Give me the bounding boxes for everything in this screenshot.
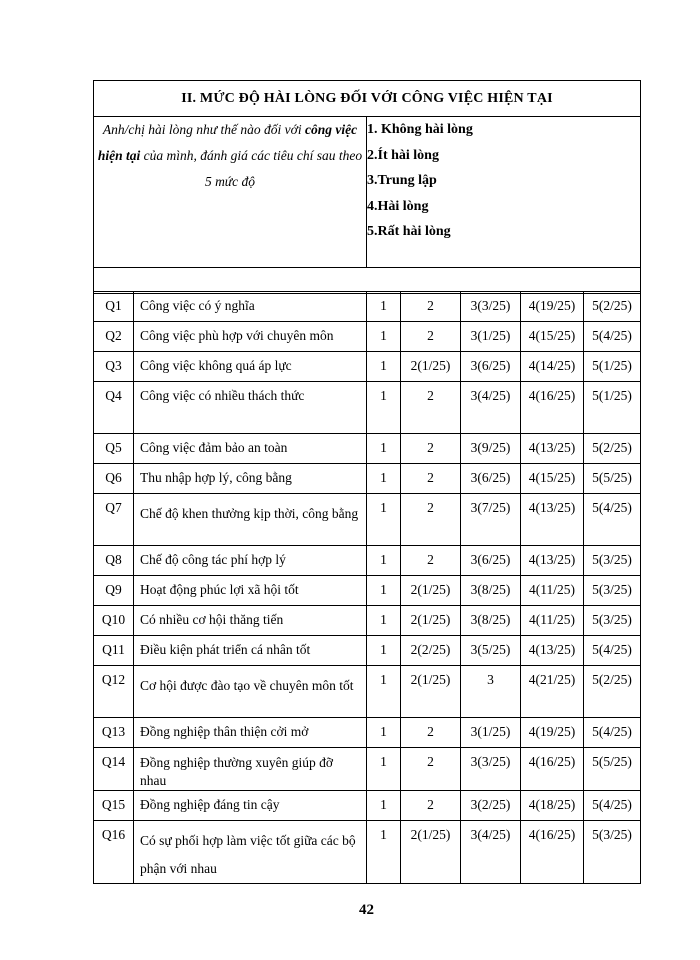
- score-1: 1: [367, 821, 401, 884]
- survey-header-table: [93, 80, 641, 294]
- intro-row: [94, 117, 641, 268]
- score-3: 3(1/25): [461, 322, 521, 352]
- score-5: 5(5/25): [584, 464, 641, 494]
- question-row: [94, 494, 641, 546]
- score-2: 2: [401, 464, 461, 494]
- score-2: 2(1/25): [401, 576, 461, 606]
- score-2: 2: [401, 748, 461, 791]
- question-row: [94, 718, 641, 748]
- spacer-row: [94, 268, 641, 294]
- score-4: 4(19/25): [521, 718, 584, 748]
- score-2: 2: [401, 382, 461, 434]
- question-row: [94, 546, 641, 576]
- question-text: Công việc phù hợp với chuyên môn: [134, 322, 367, 352]
- question-row: [94, 292, 641, 322]
- score-4: 4(18/25): [521, 791, 584, 821]
- intro-prompt: [94, 117, 367, 268]
- question-text: Có nhiều cơ hội thăng tiến: [134, 606, 367, 636]
- score-3: 3(6/25): [461, 352, 521, 382]
- question-text: Đồng nghiệp thân thiện cởi mở: [134, 718, 367, 748]
- question-text: Điều kiện phát triển cá nhân tốt: [134, 636, 367, 666]
- page-number: 42: [359, 902, 374, 918]
- score-5: 5(5/25): [584, 748, 641, 791]
- score-3: 3(6/25): [461, 546, 521, 576]
- score-2: 2: [401, 292, 461, 322]
- score-1: 1: [367, 434, 401, 464]
- question-text: Chế độ công tác phí hợp lý: [134, 546, 367, 576]
- section-title-row: [94, 81, 641, 117]
- score-4: 4(16/25): [521, 748, 584, 791]
- score-4: 4(15/25): [521, 322, 584, 352]
- section-title: II. MỨC ĐỘ HÀI LÒNG ĐỐI VỚI CÔNG VIỆC HIỆN TẠI: [94, 81, 641, 117]
- question-text: Chế độ khen thưởng kịp thời, công bằng: [134, 494, 367, 546]
- score-3: 3(1/25): [461, 718, 521, 748]
- scale-item-2: 2.Ít hài lòng: [367, 147, 439, 163]
- question-id: Q12: [94, 666, 134, 718]
- spacer-cell: [94, 268, 641, 294]
- intro-prompt-bold: công việc hiện tại: [97, 122, 358, 163]
- score-5: 5(4/25): [584, 322, 641, 352]
- score-5: 5(3/25): [584, 546, 641, 576]
- score-5: 5(4/25): [584, 494, 641, 546]
- question-row: [94, 576, 641, 606]
- question-row: [94, 464, 641, 494]
- question-id: Q6: [94, 464, 134, 494]
- score-5: 5(4/25): [584, 718, 641, 748]
- question-id: Q3: [94, 352, 134, 382]
- score-4: 4(13/25): [521, 636, 584, 666]
- question-row: [94, 791, 641, 821]
- score-5: 5(2/25): [584, 434, 641, 464]
- score-1: 1: [367, 546, 401, 576]
- score-1: 1: [367, 464, 401, 494]
- score-3: 3(9/25): [461, 434, 521, 464]
- questions-table: [93, 291, 641, 884]
- score-5: 5(3/25): [584, 576, 641, 606]
- score-3: 3(4/25): [461, 821, 521, 884]
- score-4: 4(21/25): [521, 666, 584, 718]
- score-2: 2: [401, 791, 461, 821]
- score-5: 5(4/25): [584, 636, 641, 666]
- score-2: 2(1/25): [401, 666, 461, 718]
- score-1: 1: [367, 292, 401, 322]
- score-4: 4(16/25): [521, 821, 584, 884]
- intro-prompt-after: của mình, đánh giá các tiêu chí sau theo 5 mức độ: [140, 148, 363, 189]
- question-id: Q10: [94, 606, 134, 636]
- question-row: [94, 636, 641, 666]
- score-1: 1: [367, 322, 401, 352]
- question-row: [94, 382, 641, 434]
- question-id: Q8: [94, 546, 134, 576]
- score-4: 4(13/25): [521, 494, 584, 546]
- score-2: 2(1/25): [401, 606, 461, 636]
- score-5: 5(1/25): [584, 352, 641, 382]
- question-id: Q13: [94, 718, 134, 748]
- score-1: 1: [367, 494, 401, 546]
- score-3: 3(7/25): [461, 494, 521, 546]
- scale-item-5: 5.Rất hài lòng: [367, 224, 451, 239]
- score-3: 3: [461, 666, 521, 718]
- score-4: 4(19/25): [521, 292, 584, 322]
- score-4: 4(11/25): [521, 606, 584, 636]
- question-text: Hoạt động phúc lợi xã hội tốt: [134, 576, 367, 606]
- question-row: [94, 352, 641, 382]
- question-row: [94, 821, 641, 884]
- question-id: Q7: [94, 494, 134, 546]
- score-4: 4(15/25): [521, 464, 584, 494]
- score-3: 3(5/25): [461, 636, 521, 666]
- score-5: 5(4/25): [584, 791, 641, 821]
- score-4: 4(16/25): [521, 382, 584, 434]
- score-4: 4(13/25): [521, 434, 584, 464]
- score-1: 1: [367, 382, 401, 434]
- score-2: 2: [401, 718, 461, 748]
- score-2: 2(1/25): [401, 352, 461, 382]
- question-row: [94, 748, 641, 791]
- question-id: Q9: [94, 576, 134, 606]
- question-text: Cơ hội được đào tạo về chuyên môn tốt: [134, 666, 367, 718]
- intro-prompt-before: Anh/chị hài lòng như thế nào đối với: [102, 122, 305, 137]
- scale-item-3: 3.Trung lập: [367, 173, 437, 188]
- score-2: 2: [401, 434, 461, 464]
- score-5: 5(2/25): [584, 666, 641, 718]
- score-2: 2: [401, 494, 461, 546]
- score-1: 1: [367, 666, 401, 718]
- questions-body: [94, 292, 641, 884]
- score-5: 5(3/25): [584, 606, 641, 636]
- score-5: 5(1/25): [584, 382, 641, 434]
- question-id: Q11: [94, 636, 134, 666]
- score-1: 1: [367, 606, 401, 636]
- rating-scale: [367, 117, 641, 268]
- question-row: [94, 666, 641, 718]
- score-1: 1: [367, 791, 401, 821]
- question-text: Thu nhập hợp lý, công bằng: [134, 464, 367, 494]
- score-5: 5(3/25): [584, 821, 641, 884]
- question-text: Có sự phối hợp làm việc tốt giữa các bộ phận với nhau: [134, 821, 367, 884]
- score-3: 3(8/25): [461, 576, 521, 606]
- question-id: Q15: [94, 791, 134, 821]
- score-3: 3(3/25): [461, 292, 521, 322]
- score-1: 1: [367, 352, 401, 382]
- scale-item-4: 4.Hài lòng: [367, 198, 429, 214]
- score-4: 4(11/25): [521, 576, 584, 606]
- score-1: 1: [367, 576, 401, 606]
- question-id: Q14: [94, 748, 134, 791]
- score-1: 1: [367, 636, 401, 666]
- score-3: 3(2/25): [461, 791, 521, 821]
- score-3: 3(3/25): [461, 748, 521, 791]
- question-text: Công việc có nhiều thách thức: [134, 382, 367, 434]
- question-text: Đồng nghiệp thường xuyên giúp đỡ nhau: [134, 748, 367, 791]
- score-2: 2: [401, 546, 461, 576]
- question-text: Công việc đảm bảo an toàn: [134, 434, 367, 464]
- score-3: 3(4/25): [461, 382, 521, 434]
- question-id: Q5: [94, 434, 134, 464]
- question-row: [94, 434, 641, 464]
- question-row: [94, 606, 641, 636]
- score-2: 2: [401, 322, 461, 352]
- score-2: 2(2/25): [401, 636, 461, 666]
- score-1: 1: [367, 748, 401, 791]
- question-text: Công việc không quá áp lực: [134, 352, 367, 382]
- question-id: Q2: [94, 322, 134, 352]
- score-4: 4(13/25): [521, 546, 584, 576]
- question-id: Q4: [94, 382, 134, 434]
- scale-item-1: 1. Không hài lòng: [367, 122, 473, 137]
- score-3: 3(8/25): [461, 606, 521, 636]
- question-text: Đồng nghiệp đáng tin cậy: [134, 791, 367, 821]
- score-3: 3(6/25): [461, 464, 521, 494]
- score-1: 1: [367, 718, 401, 748]
- question-row: [94, 322, 641, 352]
- score-2: 2(1/25): [401, 821, 461, 884]
- score-5: 5(2/25): [584, 292, 641, 322]
- question-id: Q16: [94, 821, 134, 884]
- score-4: 4(14/25): [521, 352, 584, 382]
- question-id: Q1: [94, 292, 134, 322]
- question-text: Công việc có ý nghĩa: [134, 292, 367, 322]
